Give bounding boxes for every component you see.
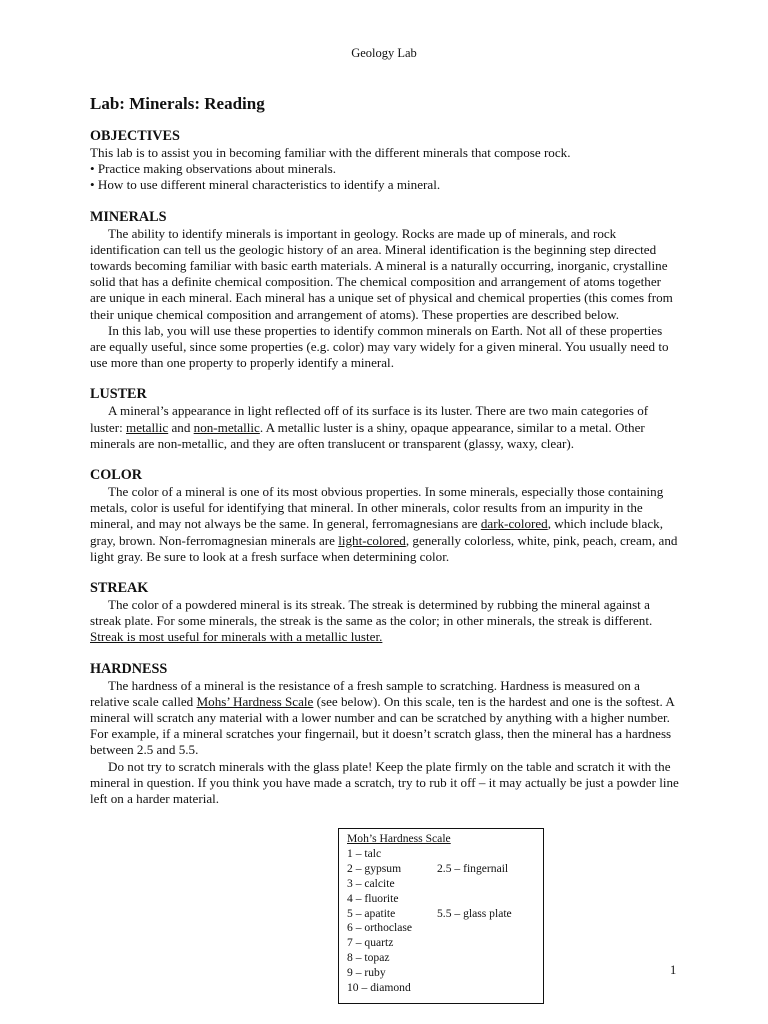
hardness-text: (see below). On this scale, ten is the hardest and one is the softest. A mineral will scratch any material with a lower number and can be scratched by anything with a higher number. For example, if a mineral scratches your fingernail, but it doesn’t scratch glass, then the mineral has a hardness between 2.5 and 5.5. [90,693,675,758]
hardness-scale-row [347,966,543,981]
minerals-heading: MINERALS [90,208,167,225]
streak-text: The color of a powdered mineral is its streak. The streak is determined by rubbing the mineral against a streak plate. For some minerals, the streak is the same as the color; in other minerals, the streak is different. [90,597,653,629]
hardness-paragraph [90,678,680,759]
streak-paragraph [90,597,680,646]
running-header: Geology Lab [351,46,417,60]
hardness-paragraph: Do not try to scratch minerals with the glass plate! Keep the plate firmly on the table and scratch it with the mineral in question. If you think you have made a scratch, try to rub it off – it may actually be just a powder line left on a harder material. [90,758,679,807]
minerals-section [90,209,680,372]
color-paragraph [90,484,680,565]
hardness-heading: HARDNESS [90,660,168,677]
hardness-scale-row [347,921,543,936]
objectives-intro: This lab is to assist you in becoming familiar with the different minerals that compose rock. [90,145,571,160]
hardness-scale-row [347,936,543,951]
color-term-light: light-colored [338,532,406,548]
scale-mineral: 10 – diamond [347,981,411,995]
hardness-scale-row [347,877,543,892]
hardness-scale-row [347,847,543,862]
objectives-heading: OBJECTIVES [90,128,180,144]
scale-mineral: 9 – ruby [347,966,386,980]
scale-mineral: 2 – gypsum [347,861,402,875]
streak-section [90,580,680,646]
luster-heading: LUSTER [90,386,147,403]
hardness-section [90,661,680,808]
minerals-paragraph: In this lab, you will use these properties to identify common minerals on Earth. Not all of these properties are equally useful, since some properties (e.g. color) may vary widely for a given mineral. You usually need to use more than one property to properly identify a mineral. [90,322,669,371]
luster-section [90,386,680,452]
scale-mineral: 6 – orthoclase [347,921,413,935]
scale-mineral: 3 – calcite [347,876,395,890]
hardness-scale-row [347,981,543,996]
color-heading: COLOR [90,467,143,484]
hardness-text: The hardness of a mineral is the resistance of a fresh sample to scratching. Hardness is measured on a relative scale called [90,677,640,709]
streak-heading: STREAK [90,580,149,597]
scale-mineral: 7 – quartz [347,936,394,950]
scale-reference: 2.5 – fingernail [437,861,509,875]
streak-emphasis: Streak is most useful for minerals with a metallic luster. [90,629,383,645]
luster-text: and [168,419,194,435]
objectives-bullet: • How to use different mineral characteristics to identify a mineral. [90,177,441,193]
objectives-section [90,128,680,194]
luster-paragraph [90,403,680,452]
hardness-scale-row [347,951,543,966]
hardness-scale-title: Moh’s Hardness Scale [347,832,451,845]
color-text: The color of a mineral is one of its most obvious properties. In some minerals, especially those containing metals, color is useful for identifying that mineral. In other minerals, color results from an impurity in the mineral, and may not always be the same. In general, ferromagnesians are [90,484,664,532]
page-title: Lab: Minerals: Reading [90,94,265,113]
scale-mineral: 8 – topaz [347,951,390,965]
hardness-scale-term: Mohs’ Hardness Scale [196,693,314,709]
page-number: 1 [670,963,677,977]
luster-text: A mineral’s appearance in light reflected off of its surface is its luster. There are two main categories of luster: [90,403,649,435]
luster-text: . A metallic luster is a shiny, opaque appearance, similar to a metal. Other minerals are non-metallic, and they are often translucent or transparent (glassy, waxy, clear). [90,419,645,451]
color-text: , which include black, gray, brown. Non-ferromagnesian minerals are [90,516,663,548]
color-text: , generally colorless, white, pink, peach, cream, and light gray. Be sure to look at a fresh surface when determining color. [90,532,678,564]
scale-reference: 5.5 – glass plate [437,906,512,920]
hardness-scale-row [347,907,543,922]
scale-mineral: 4 – fluorite [347,891,399,905]
color-term-dark: dark-colored [480,516,548,532]
hardness-scale-row [347,862,543,877]
hardness-scale-box [338,828,544,1004]
hardness-scale-row [347,892,543,907]
scale-mineral: 5 – apatite [347,906,396,920]
color-section [90,467,680,565]
luster-term-metallic: metallic [126,419,169,435]
objectives-bullet: • Practice making observations about minerals. [90,161,337,177]
scale-mineral: 1 – talc [347,846,382,860]
document-body [90,94,680,822]
minerals-paragraph: The ability to identify minerals is important in geology. Rocks are made up of minerals, and rock identification can tell us the geologic history of an area. Mineral identification is the beginning step directed towards becoming familiar with basic earth materials. A mineral is a naturally occurring, inorganic, crystalline solid that has a definite chemical composition. The chemical composition and arrangement of atoms together are unique in each mineral. Each mineral has a unique set of physical and chemical properties (this comes from their unique chemical composition and arrangement of atoms). These properties are described below. [90,225,673,322]
luster-term-non-metallic: non-metallic [193,419,260,435]
